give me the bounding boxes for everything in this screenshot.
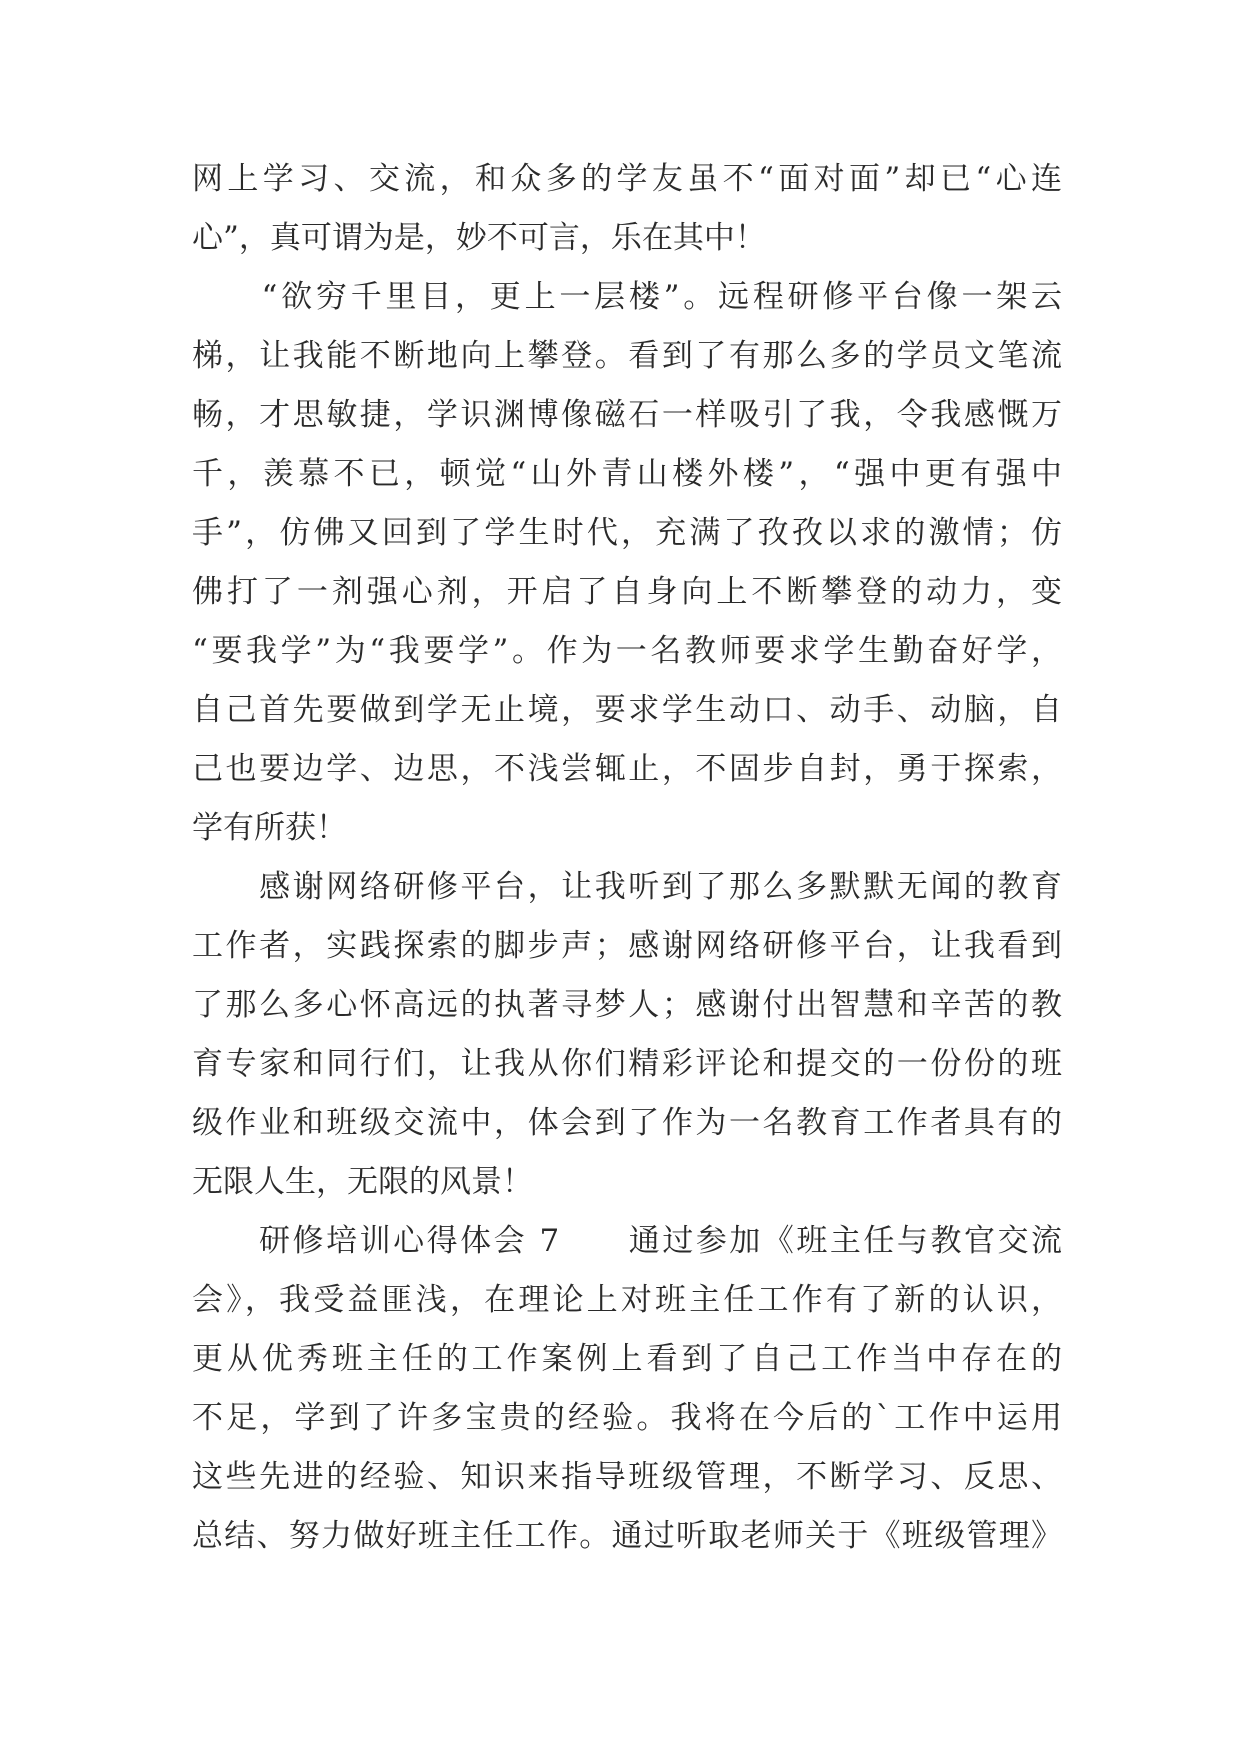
text-line: 己也要边学、边思，不浅尝辄止，不固步自封，勇于探索， [192, 751, 1062, 787]
text-line: 不足，学到了许多宝贵的经验。我将在今后的`工作中运用 [192, 1400, 1062, 1436]
text-line: 无限人生，无限的风景！ [192, 1164, 533, 1200]
text-line: 学有所获！ [192, 810, 347, 846]
text-line: “欲穷千里目，更上一层楼”。远程研修平台像一架云 [192, 279, 1062, 315]
text-line: 育专家和同行们，让我从你们精彩评论和提交的一份份的班 [192, 1046, 1062, 1082]
text-line: “要我学”为“我要学”。作为一名教师要求学生勤奋好学， [192, 633, 1062, 669]
text-line: 畅，才思敏捷，学识渊博像磁石一样吸引了我，令我感慨万 [192, 397, 1062, 433]
text-line: 感谢网络研修平台，让我听到了那么多默默无闻的教育 [192, 869, 1062, 905]
text-line: 研修培训心得体会 7 通过参加《班主任与教官交流 [192, 1223, 1062, 1259]
text-line: 工作者，实践探索的脚步声；感谢网络研修平台，让我看到 [192, 928, 1062, 964]
text-line: 会》，我受益匪浅，在理论上对班主任工作有了新的认识， [192, 1282, 1062, 1318]
text-line: 了那么多心怀高远的执著寻梦人；感谢付出智慧和辛苦的教 [192, 987, 1062, 1023]
text-line: 心”，真可谓为是，妙不可言，乐在其中！ [192, 220, 766, 256]
body-text [192, 150, 1062, 1566]
text-line: 这些先进的经验、知识来指导班级管理，不断学习、反思、 [192, 1459, 1062, 1495]
text-line: 总结、努力做好班主任工作。通过听取老师关于《班级管理》 [192, 1518, 1062, 1554]
text-line: 更从优秀班主任的工作案例上看到了自己工作当中存在的 [192, 1341, 1062, 1377]
text-line: 千，羡慕不已，顿觉“山外青山楼外楼”，“强中更有强中 [192, 456, 1062, 492]
text-line: 梯，让我能不断地向上攀登。看到了有那么多的学员文笔流 [192, 338, 1062, 374]
text-line: 自己首先要做到学无止境，要求学生动口、动手、动脑，自 [192, 692, 1062, 728]
text-line: 佛打了一剂强心剂，开启了自身向上不断攀登的动力，变 [192, 574, 1062, 610]
text-line: 手”，仿佛又回到了学生时代，充满了孜孜以求的激情；仿 [192, 515, 1062, 551]
text-line: 级作业和班级交流中，体会到了作为一名教育工作者具有的 [192, 1105, 1062, 1141]
text-line: 网上学习、交流，和众多的学友虽不“面对面”却已“心连 [192, 161, 1062, 197]
